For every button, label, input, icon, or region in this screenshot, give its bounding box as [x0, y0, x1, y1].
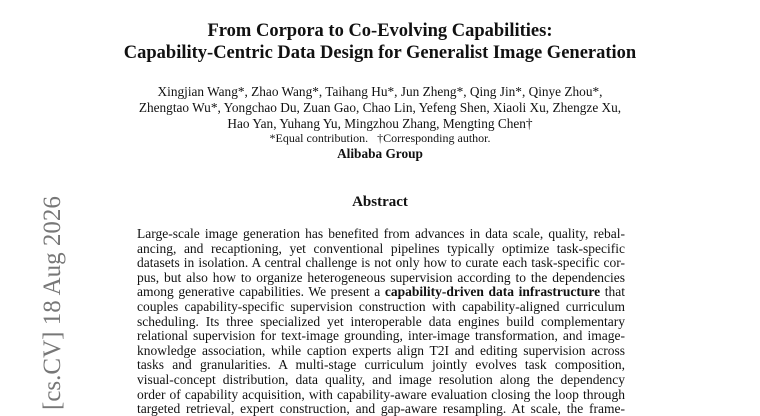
abstract-line: pus, but also how to organize heterogeneous supervision according to the dependencies — [137, 269, 625, 285]
paper-title-line-2: Capability-Centric Data Design for Generalist Image Generation — [123, 43, 637, 63]
author-line-1: Xingjian Wang*, Zhao Wang*, Taihang Hu*, Jun Zheng*, Qing Jin*, Qinye Zhou*, — [157, 84, 603, 99]
arxiv-sidebar-stamp: [cs.CV] 18 Aug 2026 — [39, 196, 66, 410]
abstract-line: order of capability acquisition, with capability-aware evaluation closing the loop through — [137, 386, 625, 402]
contribution-notes: *Equal contribution. †Corresponding author. — [269, 131, 491, 145]
author-line-2: Zhengtao Wu*, Yongchao Du, Zuan Gao, Chao Lin, Yefeng Shen, Xiaoli Xu, Zhengze Xu, — [138, 100, 622, 115]
abstract-heading: Abstract — [352, 194, 408, 210]
abstract-line: knowledge association, while caption experts align T2I and editing supervision across — [137, 342, 625, 358]
author-line-3: Hao Yan, Yuhang Yu, Mingzhou Zhang, Mengting Chen† — [227, 116, 533, 131]
abstract-line: datasets in isolation. A central challenge is not only how to curate each task-specific cor- — [137, 255, 625, 271]
abstract-line: targeted retrieval, expert construction, and gap-aware resampling. At scale, the frame- — [137, 401, 625, 416]
paper-title-line-1: From Corpora to Co-Evolving Capabilities: — [207, 21, 553, 41]
abstract-line: couples capability-specific supervision construction with capability-aligned curriculum — [137, 299, 625, 314]
abstract-line: tasks and granularities. A multi-stage curriculum jointly evolves task composition, — [137, 357, 625, 373]
affiliation: Alibaba Group — [337, 146, 423, 161]
abstract-line: scheduling. Its three specialized yet interoperable data engines build complementary — [137, 313, 625, 329]
abstract-line: ancing, and recaptioning, yet conventional pipelines typically optimize task-specific — [137, 240, 625, 256]
abstract-line: among generative capabilities. We present a capability-driven data infrastructure that — [137, 284, 625, 300]
abstract-line: Large-scale image generation has benefited from advances in data scale, quality, rebal- — [137, 226, 625, 241]
abstract-line: visual-concept distribution, data quality, and image resolution along the dependency — [137, 372, 625, 387]
abstract-line: relational supervision for text-image grounding, inter-image transformation, and image- — [137, 328, 625, 344]
